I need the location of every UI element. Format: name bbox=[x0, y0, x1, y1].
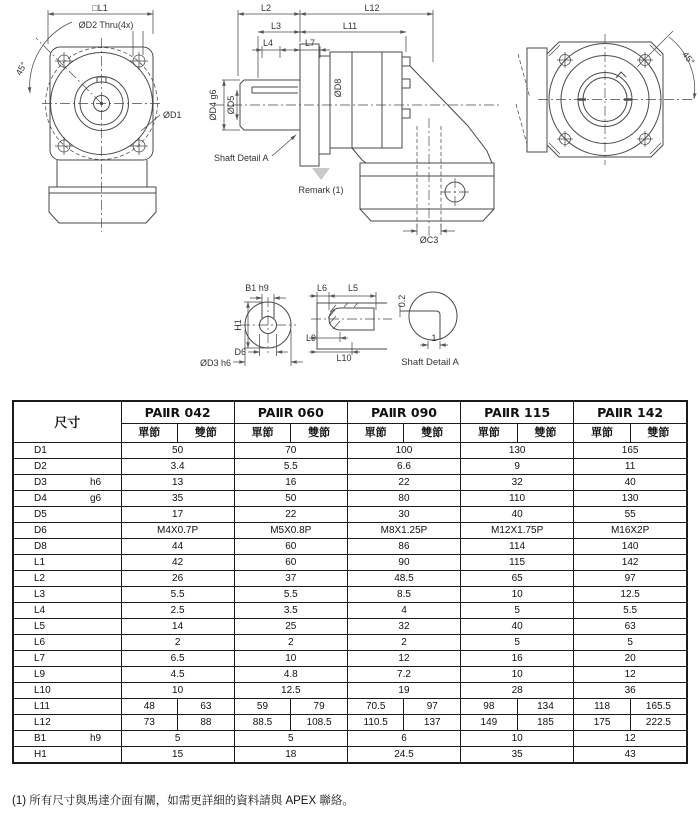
footnote: (1) 所有尺寸與馬達介面有關，如需更詳細的資料請與 APEX 聯絡。 bbox=[12, 795, 354, 807]
spec-row-l7 bbox=[13, 651, 687, 667]
stage-header: 單節 bbox=[461, 424, 518, 443]
value-cell: M5X0.8P bbox=[234, 523, 347, 539]
stage-header: 單節 bbox=[121, 424, 178, 443]
shaft-end-view bbox=[200, 283, 303, 368]
dim-label-l10: L10 bbox=[336, 353, 352, 363]
value-cell: 98 bbox=[461, 699, 518, 715]
value-cell: 4.8 bbox=[234, 667, 347, 683]
dimension-tolerance: g6 bbox=[90, 493, 102, 504]
spec-row-d4 bbox=[13, 491, 687, 507]
value-cell: 14 bbox=[121, 619, 234, 635]
value-cell: 63 bbox=[178, 699, 235, 715]
value-cell: 110 bbox=[461, 491, 574, 507]
value-cell: 3.5 bbox=[234, 603, 347, 619]
spec-row-d8 bbox=[13, 539, 687, 555]
value-cell: 2 bbox=[234, 635, 347, 651]
model-header-row bbox=[13, 401, 687, 424]
spec-row-h1 bbox=[13, 747, 687, 764]
value-cell: 50 bbox=[234, 491, 347, 507]
value-cell: 40 bbox=[574, 475, 687, 491]
dim-label-l4: L4 bbox=[262, 38, 274, 48]
value-cell: 15 bbox=[121, 747, 234, 764]
value-cell: 4.5 bbox=[121, 667, 234, 683]
value-cell: 36 bbox=[574, 683, 687, 699]
value-cell: 222.5 bbox=[630, 715, 687, 731]
value-cell: 100 bbox=[347, 443, 460, 459]
dimension-name: L3 bbox=[34, 589, 46, 600]
shaft-detail-callout: Shaft Detail A bbox=[214, 153, 269, 163]
stage-header: 雙節 bbox=[630, 424, 687, 443]
value-cell: 5 bbox=[461, 603, 574, 619]
value-cell: 97 bbox=[574, 571, 687, 587]
keyway-section-view bbox=[306, 283, 392, 363]
value-cell: 32 bbox=[461, 475, 574, 491]
value-cell: 70 bbox=[234, 443, 347, 459]
value-cell: 149 bbox=[461, 715, 518, 731]
spec-table-body bbox=[13, 443, 687, 764]
value-cell: 8.5 bbox=[347, 587, 460, 603]
dimension-name: H1 bbox=[34, 749, 47, 760]
value-cell: 32 bbox=[347, 619, 460, 635]
value-cell: 24.5 bbox=[347, 747, 460, 764]
stage-header: 雙節 bbox=[291, 424, 348, 443]
shaft-detail-a-view bbox=[397, 292, 459, 368]
value-cell: 165.5 bbox=[630, 699, 687, 715]
dim-label-d2: ØD2 Thru(4x) bbox=[78, 20, 134, 30]
dimension-name: D6 bbox=[34, 525, 47, 536]
dimension-label bbox=[13, 699, 121, 715]
spec-row-d3 bbox=[13, 475, 687, 491]
dimension-label bbox=[13, 507, 121, 523]
value-cell: 110.5 bbox=[347, 715, 404, 731]
value-cell: 60 bbox=[234, 555, 347, 571]
value-cell: 70.5 bbox=[347, 699, 404, 715]
value-cell: 5 bbox=[121, 731, 234, 747]
dimension-label bbox=[13, 667, 121, 683]
dimension-label bbox=[13, 747, 121, 764]
stage-header: 單節 bbox=[574, 424, 631, 443]
spec-table-wrap bbox=[12, 400, 688, 764]
value-cell: 50 bbox=[121, 443, 234, 459]
dimension-label bbox=[13, 555, 121, 571]
value-cell: 4 bbox=[347, 603, 460, 619]
value-cell: 6.5 bbox=[121, 651, 234, 667]
value-cell: 11 bbox=[574, 459, 687, 475]
value-cell: 2.5 bbox=[121, 603, 234, 619]
dimension-label bbox=[13, 587, 121, 603]
dim-label-step: 0.2 bbox=[397, 294, 407, 308]
dimension-label bbox=[13, 571, 121, 587]
dimension-name: D3 bbox=[34, 477, 47, 488]
spec-row-d5 bbox=[13, 507, 687, 523]
dimension-name: L2 bbox=[34, 573, 46, 584]
value-cell: 80 bbox=[347, 491, 460, 507]
model-header: PAⅡR 115 bbox=[461, 401, 574, 424]
spec-row-d1 bbox=[13, 443, 687, 459]
value-cell: 5.5 bbox=[234, 459, 347, 475]
value-cell: 86 bbox=[347, 539, 460, 555]
dim-label-c3: ØC3 bbox=[419, 235, 439, 245]
remark-label: Remark (1) bbox=[298, 185, 344, 195]
dim-label-d1: ØD1 bbox=[163, 110, 182, 120]
dimension-label bbox=[13, 491, 121, 507]
dim-label-l5: L5 bbox=[347, 283, 359, 293]
value-cell: 137 bbox=[404, 715, 461, 731]
value-cell: 5.5 bbox=[121, 587, 234, 603]
value-cell: 6.6 bbox=[347, 459, 460, 475]
spec-row-l1 bbox=[13, 555, 687, 571]
value-cell: 108.5 bbox=[291, 715, 348, 731]
value-cell: 142 bbox=[574, 555, 687, 571]
value-cell: 79 bbox=[291, 699, 348, 715]
spec-row-l6 bbox=[13, 635, 687, 651]
value-cell: 37 bbox=[234, 571, 347, 587]
dim-label-d6: D6 bbox=[234, 347, 246, 357]
dimension-label bbox=[13, 683, 121, 699]
value-cell: 115 bbox=[461, 555, 574, 571]
value-cell: 118 bbox=[574, 699, 631, 715]
back-view bbox=[516, 31, 697, 165]
value-cell: 140 bbox=[574, 539, 687, 555]
value-cell: 16 bbox=[234, 475, 347, 491]
value-cell: 7.2 bbox=[347, 667, 460, 683]
value-cell: 30 bbox=[347, 507, 460, 523]
value-cell: 35 bbox=[121, 491, 234, 507]
value-cell: 10 bbox=[121, 683, 234, 699]
spec-row-l2 bbox=[13, 571, 687, 587]
value-cell: 130 bbox=[574, 491, 687, 507]
dimension-label bbox=[13, 651, 121, 667]
dimension-name: L9 bbox=[34, 669, 46, 680]
model-header: PAⅡR 060 bbox=[234, 401, 347, 424]
dimension-name: L1 bbox=[34, 557, 46, 568]
value-cell: 12 bbox=[574, 731, 687, 747]
value-cell: 40 bbox=[461, 619, 574, 635]
dimension-tolerance: h9 bbox=[90, 733, 102, 744]
dim-label-l9: L9 bbox=[305, 333, 316, 343]
value-cell: 59 bbox=[234, 699, 291, 715]
value-cell: 88.5 bbox=[234, 715, 291, 731]
value-cell: 10 bbox=[461, 731, 574, 747]
side-view bbox=[208, 3, 502, 245]
spec-row-l11 bbox=[13, 699, 687, 715]
dimension-label bbox=[13, 603, 121, 619]
value-cell: 185 bbox=[517, 715, 574, 731]
spec-row-l4 bbox=[13, 603, 687, 619]
stage-header: 雙節 bbox=[517, 424, 574, 443]
model-header: PAⅡR 090 bbox=[347, 401, 460, 424]
dimension-name: D1 bbox=[34, 445, 47, 456]
value-cell: 13 bbox=[121, 475, 234, 491]
dim-label-d8: ØD8 bbox=[333, 78, 343, 98]
dim-label-l3: L3 bbox=[270, 21, 282, 31]
dimension-name: D4 bbox=[34, 493, 47, 504]
dimension-name: D8 bbox=[34, 541, 47, 552]
shaft-detail-caption: Shaft Detail A bbox=[401, 357, 459, 368]
spec-table bbox=[12, 400, 688, 764]
dimension-name: L5 bbox=[34, 621, 46, 632]
value-cell: 6 bbox=[347, 731, 460, 747]
model-header: PAⅡR 042 bbox=[121, 401, 234, 424]
dimension-label bbox=[13, 459, 121, 475]
value-cell: 65 bbox=[461, 571, 574, 587]
dim-label-d4: ØD4 g6 bbox=[208, 89, 218, 121]
spec-row-l3 bbox=[13, 587, 687, 603]
value-cell: 22 bbox=[347, 475, 460, 491]
dim-label-b1: B1 h9 bbox=[245, 283, 269, 293]
value-cell: 19 bbox=[347, 683, 460, 699]
dimension-name: B1 bbox=[34, 733, 47, 744]
value-cell: 20 bbox=[574, 651, 687, 667]
value-cell: M4X0.7P bbox=[121, 523, 234, 539]
dimension-name: L6 bbox=[34, 637, 46, 648]
value-cell: 5 bbox=[461, 635, 574, 651]
dim-label-width: 1 bbox=[431, 333, 437, 343]
value-cell: 28 bbox=[461, 683, 574, 699]
dimension-label bbox=[13, 443, 121, 459]
value-cell: 35 bbox=[461, 747, 574, 764]
value-cell: 42 bbox=[121, 555, 234, 571]
value-cell: 114 bbox=[461, 539, 574, 555]
model-header: PAⅡR 142 bbox=[574, 401, 687, 424]
value-cell: 10 bbox=[461, 667, 574, 683]
value-cell: 10 bbox=[461, 587, 574, 603]
dimension-label bbox=[13, 523, 121, 539]
spec-row-l10 bbox=[13, 683, 687, 699]
value-cell: 22 bbox=[234, 507, 347, 523]
value-cell: 12 bbox=[574, 667, 687, 683]
value-cell: M12X1.75P bbox=[461, 523, 574, 539]
value-cell: 73 bbox=[121, 715, 178, 731]
value-cell: 5.5 bbox=[234, 587, 347, 603]
value-cell: 175 bbox=[574, 715, 631, 731]
value-cell: 10 bbox=[234, 651, 347, 667]
value-cell: 63 bbox=[574, 619, 687, 635]
dimension-name: D5 bbox=[34, 509, 47, 520]
dim-label-l7: L7 bbox=[304, 38, 316, 48]
value-cell: 2 bbox=[347, 635, 460, 651]
value-cell: 60 bbox=[234, 539, 347, 555]
front-view bbox=[14, 3, 182, 232]
dimension-name: D2 bbox=[34, 461, 47, 472]
value-cell: 134 bbox=[517, 699, 574, 715]
value-cell: 3.4 bbox=[121, 459, 234, 475]
value-cell: 5.5 bbox=[574, 603, 687, 619]
value-cell: 26 bbox=[121, 571, 234, 587]
value-cell: 25 bbox=[234, 619, 347, 635]
value-cell: 88 bbox=[178, 715, 235, 731]
value-cell: M8X1.25P bbox=[347, 523, 460, 539]
value-cell: M16X2P bbox=[574, 523, 687, 539]
dim-label-h1: H1 bbox=[233, 319, 243, 331]
value-cell: 16 bbox=[461, 651, 574, 667]
value-cell: 9 bbox=[461, 459, 574, 475]
spec-row-b1 bbox=[13, 731, 687, 747]
spec-row-l5 bbox=[13, 619, 687, 635]
value-cell: 48 bbox=[121, 699, 178, 715]
value-cell: 2 bbox=[121, 635, 234, 651]
value-cell: 165 bbox=[574, 443, 687, 459]
value-cell: 5 bbox=[234, 731, 347, 747]
stage-header: 雙節 bbox=[178, 424, 235, 443]
dimension-name: L11 bbox=[34, 701, 50, 712]
dimension-label bbox=[13, 619, 121, 635]
dimension-corner-label: 尺寸 bbox=[13, 401, 121, 443]
angle-label-front: 45° bbox=[13, 60, 29, 77]
value-cell: 43 bbox=[574, 747, 687, 764]
dimension-label bbox=[13, 539, 121, 555]
value-cell: 5 bbox=[574, 635, 687, 651]
dim-label-l2: L2 bbox=[260, 3, 272, 13]
value-cell: 97 bbox=[404, 699, 461, 715]
technical-drawings bbox=[0, 0, 700, 392]
value-cell: 12 bbox=[347, 651, 460, 667]
dim-label-l12: L12 bbox=[364, 3, 380, 13]
value-cell: 55 bbox=[574, 507, 687, 523]
dimension-label bbox=[13, 475, 121, 491]
dimension-name: L7 bbox=[34, 653, 46, 664]
stage-header: 單節 bbox=[347, 424, 404, 443]
value-cell: 48.5 bbox=[347, 571, 460, 587]
value-cell: 130 bbox=[461, 443, 574, 459]
dimension-name: L10 bbox=[34, 685, 51, 696]
dim-label-l6: L6 bbox=[316, 283, 328, 293]
stage-header: 雙節 bbox=[404, 424, 461, 443]
dim-label-d5: ØD5 bbox=[226, 95, 236, 115]
angle-label-back: 45° bbox=[680, 49, 697, 67]
dimension-label bbox=[13, 715, 121, 731]
stage-header: 單節 bbox=[234, 424, 291, 443]
spec-table-head bbox=[13, 401, 687, 443]
value-cell: 17 bbox=[121, 507, 234, 523]
spec-row-l12 bbox=[13, 715, 687, 731]
value-cell: 12.5 bbox=[234, 683, 347, 699]
remark-arrow bbox=[312, 168, 330, 180]
dimension-name: L4 bbox=[34, 605, 46, 616]
spec-row-d2 bbox=[13, 459, 687, 475]
dimension-name: L12 bbox=[34, 717, 51, 728]
value-cell: 12.5 bbox=[574, 587, 687, 603]
value-cell: 40 bbox=[461, 507, 574, 523]
dimension-label bbox=[13, 731, 121, 747]
dim-label-l11: L11 bbox=[342, 21, 358, 31]
value-cell: 18 bbox=[234, 747, 347, 764]
value-cell: 44 bbox=[121, 539, 234, 555]
dim-label-d3: ØD3 h6 bbox=[199, 358, 231, 368]
dimension-label bbox=[13, 635, 121, 651]
dim-label-l1: □L1 bbox=[92, 3, 108, 13]
spec-row-l9 bbox=[13, 667, 687, 683]
spec-row-d6 bbox=[13, 523, 687, 539]
dimension-tolerance: h6 bbox=[90, 477, 102, 488]
value-cell: 90 bbox=[347, 555, 460, 571]
